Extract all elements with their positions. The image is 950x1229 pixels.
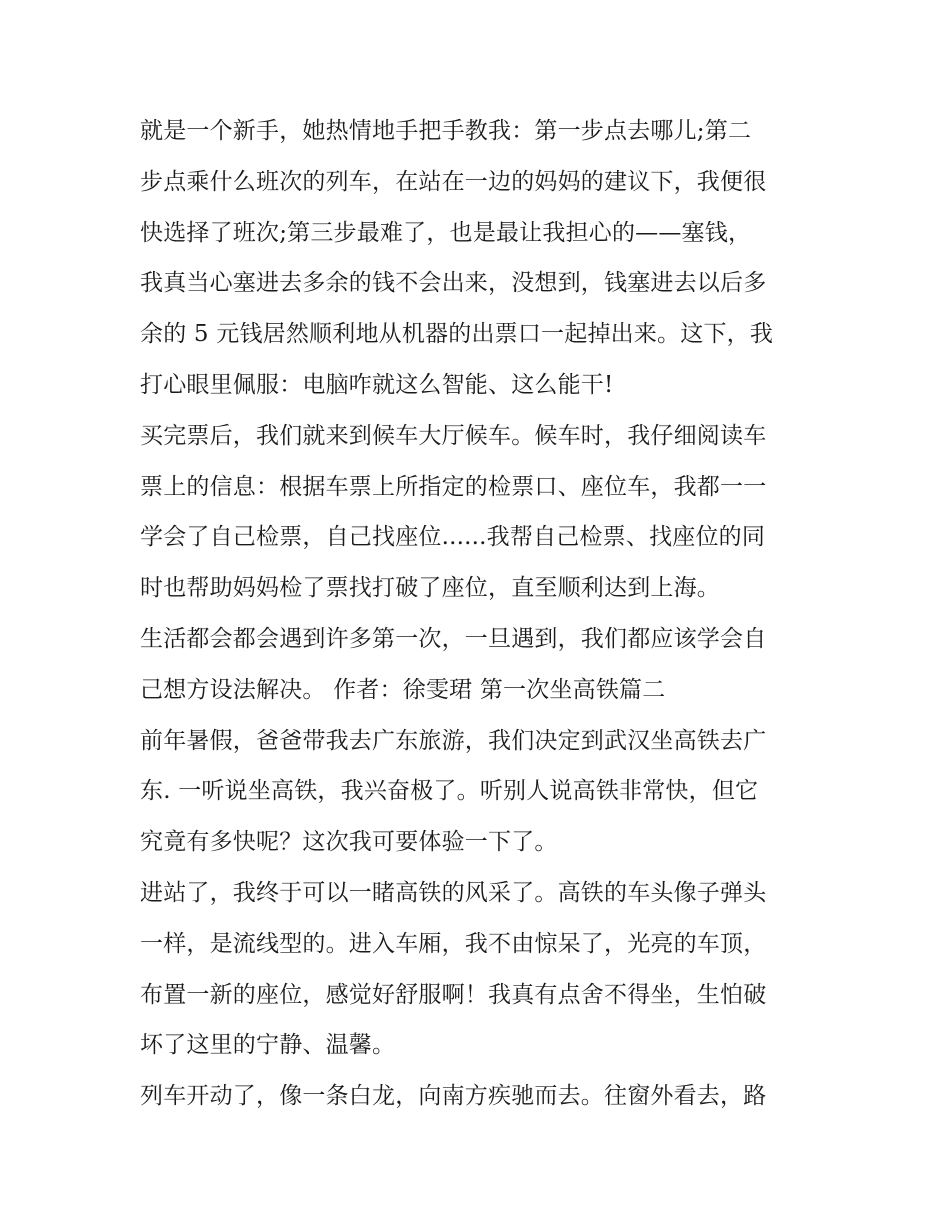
text-line-13: 前年暑假，爸爸带我去广东旅游，我们决定到武汉坐高铁去广 bbox=[140, 727, 767, 754]
text-line-18: 布置一新的座位，感觉好舒服啊！我真有点舍不得坐，生怕破 bbox=[140, 981, 767, 1008]
text-line-20: 列车开动了，像一条白龙，向南方疾驰而去。往窗外看去，路 bbox=[140, 1083, 767, 1110]
text-line-11: 生活都会都会遇到许多第一次，一旦遇到，我们都应该学会自 bbox=[140, 625, 767, 652]
text-line-7: 买完票后，我们就来到候车大厅候车。候车时，我仔细阅读车 bbox=[140, 422, 767, 449]
text-line-17: 一样，是流线型的。进入车厢，我不由惊呆了，光亮的车顶， bbox=[140, 930, 767, 957]
body-text bbox=[140, 106, 820, 1122]
text-line-2: 步点乘什么班次的列车，在站在一边的妈妈的建议下，我便很 bbox=[140, 168, 767, 195]
text-line-9: 学会了自己检票，自己找座位......我帮自己检票、找座位的同 bbox=[140, 524, 766, 551]
text-line-8: 票上的信息：根据车票上所指定的检票口、座位车，我都一一 bbox=[140, 473, 767, 500]
text-line-4: 我真当心塞进去多余的钱不会出来，没想到，钱塞进去以后多 bbox=[140, 270, 767, 297]
text-line-19: 坏了这里的宁静、温馨。 bbox=[140, 1032, 396, 1059]
text-line-6: 打心眼里佩服：电脑咋就这么智能、这么能干! bbox=[140, 371, 614, 398]
text-line-1: 就是一个新手，她热情地手把手教我：第一步点去哪儿;第二 bbox=[140, 118, 752, 144]
text-line-3: 快选择了班次;第三步最难了，也是最让我担心的——塞钱， bbox=[140, 219, 752, 246]
text-line-16: 进站了，我终于可以一睹高铁的风采了。高铁的车头像子弹头 bbox=[140, 879, 767, 906]
text-line-12: 己想方设法解决。 作者：徐雯珺 第一次坐高铁篇二 bbox=[140, 676, 666, 703]
text-line-15: 究竟有多快呢？这次我可要体验一下了。 bbox=[140, 829, 558, 856]
text-line-14: 东. 一听说坐高铁，我兴奋极了。听别人说高铁非常快，但它 bbox=[140, 778, 759, 805]
text-line-10: 时也帮助妈妈检了票找打破了座位，直至顺利达到上海。 bbox=[140, 575, 720, 602]
text-line-5: 余的 5 元钱居然顺利地从机器的出票口一起掉出来。这下，我 bbox=[140, 321, 774, 348]
